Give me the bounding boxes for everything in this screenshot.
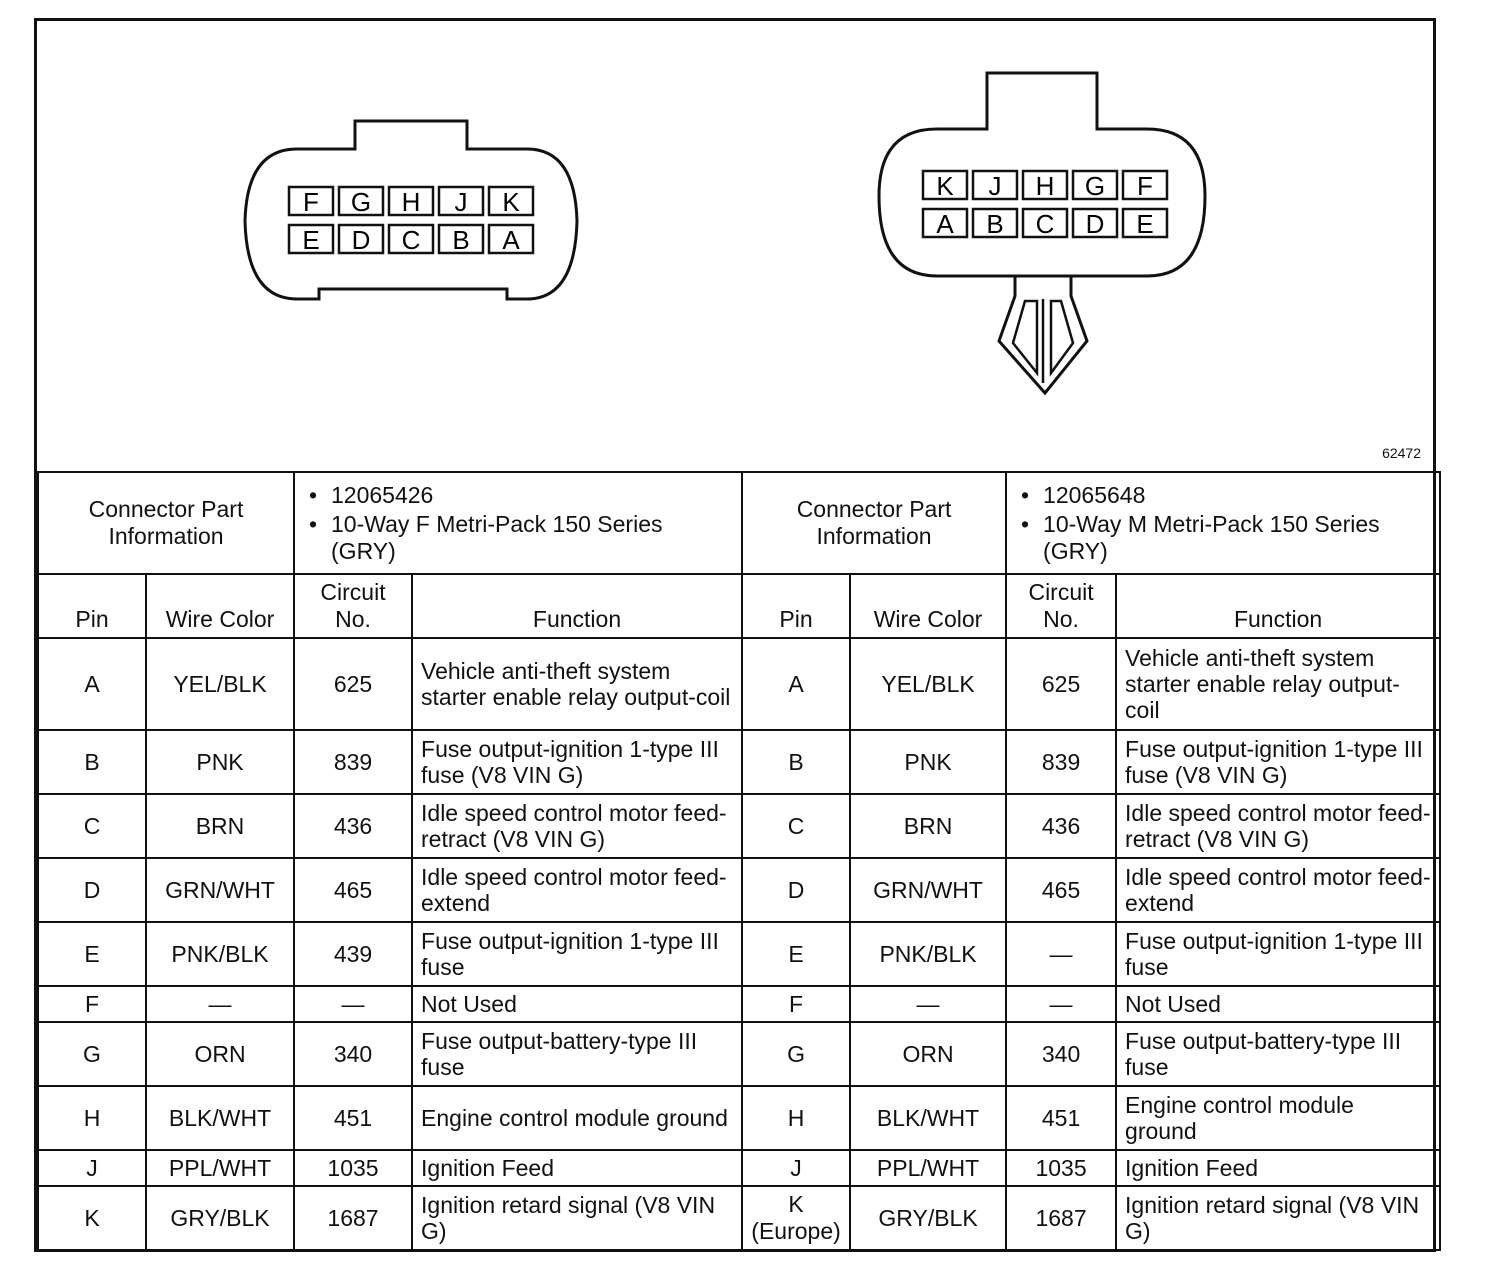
pin-cell: H [742, 1086, 850, 1150]
pin-cell: A [38, 638, 146, 730]
right-connector-pins [923, 171, 1167, 239]
circuit-cell: 436 [294, 794, 412, 858]
connector-diagram-frame [34, 18, 1436, 1252]
wire-color-cell: PNK [146, 730, 294, 794]
right-pin-label: D [1085, 209, 1105, 239]
pin-cell: E [38, 922, 146, 986]
circuit-cell: 451 [1006, 1086, 1116, 1150]
function-cell: Engine control module ground [1116, 1086, 1440, 1150]
pin-cell: G [38, 1022, 146, 1086]
circuit-cell: 1687 [1006, 1186, 1116, 1250]
connector-drawing [37, 21, 1433, 471]
right-info-label: Connector Part Information [742, 472, 1006, 574]
function-cell: Fuse output-battery-type III fuse [1116, 1022, 1440, 1086]
col-circuit: Circuit No. [294, 574, 412, 638]
left-connector-pins [289, 187, 533, 255]
wire-color-cell: PNK/BLK [850, 922, 1006, 986]
wire-color-cell: — [850, 986, 1006, 1022]
wire-color-cell: PPL/WHT [850, 1150, 1006, 1186]
pin-cell: B [38, 730, 146, 794]
circuit-cell: 465 [294, 858, 412, 922]
function-cell: Idle speed control motor feed-retract (V8 VIN G) [1116, 794, 1440, 858]
col-function: Function [1116, 574, 1440, 638]
circuit-cell: 439 [294, 922, 412, 986]
circuit-cell: 839 [1006, 730, 1116, 794]
wire-color-cell: — [146, 986, 294, 1022]
pin-cell: E [742, 922, 850, 986]
function-cell: Ignition retard signal (V8 VIN G) [412, 1186, 742, 1250]
right-connector-description: • 10-Way M Metri-Pack 150 Series (GRY) [1015, 511, 1431, 565]
left-pin-label: A [502, 225, 520, 255]
pin-cell: D [742, 858, 850, 922]
left-pin-label: J [454, 187, 468, 217]
right-pin-label: F [1137, 171, 1153, 201]
circuit-cell: 1687 [294, 1186, 412, 1250]
col-circuit: Circuit No. [1006, 574, 1116, 638]
circuit-cell: 340 [1006, 1022, 1116, 1086]
left-pin-label: C [401, 225, 421, 255]
figure-id: 62472 [1382, 445, 1421, 461]
right-pin-label: B [986, 209, 1004, 239]
left-pin-label: B [452, 225, 470, 255]
pin-cell: C [38, 794, 146, 858]
pin-cell: F [742, 986, 850, 1022]
right-pin-label: C [1035, 209, 1055, 239]
left-info-label: Connector Part Information [38, 472, 294, 574]
function-cell: Fuse output-ignition 1-type III fuse [412, 922, 742, 986]
function-cell: Fuse output-ignition 1-type III fuse (V8 VIN G) [1116, 730, 1440, 794]
col-pin: Pin [38, 574, 146, 638]
table-row [38, 730, 1440, 794]
col-wire-color: Wire Color [146, 574, 294, 638]
pin-cell: A [742, 638, 850, 730]
pin-cell: J [38, 1150, 146, 1186]
function-cell: Ignition retard signal (V8 VIN G) [1116, 1186, 1440, 1250]
circuit-cell: 436 [1006, 794, 1116, 858]
pin-cell: F [38, 986, 146, 1022]
right-pin-label: J [988, 171, 1002, 201]
table-row [38, 1150, 1440, 1186]
function-cell: Not Used [1116, 986, 1440, 1022]
pin-cell: H [38, 1086, 146, 1150]
wire-color-cell: ORN [850, 1022, 1006, 1086]
wire-color-cell: PNK [850, 730, 1006, 794]
pin-cell: K (Europe) [742, 1186, 850, 1250]
table-row [38, 922, 1440, 986]
col-wire-color: Wire Color [850, 574, 1006, 638]
left-pin-label: E [302, 225, 320, 255]
function-cell: Idle speed control motor feed-extend [412, 858, 742, 922]
connector-info-row [38, 472, 1440, 574]
function-cell: Engine control module ground [412, 1086, 742, 1150]
circuit-cell: 839 [294, 730, 412, 794]
circuit-cell: — [1006, 986, 1116, 1022]
pin-cell: D [38, 858, 146, 922]
table-row [38, 1186, 1440, 1250]
table-row [38, 794, 1440, 858]
pin-cell: C [742, 794, 850, 858]
left-pin-label: G [350, 187, 372, 217]
function-cell: Idle speed control motor feed-retract (V8 VIN G) [412, 794, 742, 858]
left-pin-label: D [351, 225, 371, 255]
left-pin-label: F [303, 187, 319, 217]
left-info-details [294, 472, 742, 574]
table-row [38, 1022, 1440, 1086]
pin-cell: G [742, 1022, 850, 1086]
wire-color-cell: GRN/WHT [146, 858, 294, 922]
wire-color-cell: PPL/WHT [146, 1150, 294, 1186]
wire-color-cell: BRN [146, 794, 294, 858]
function-cell: Fuse output-battery-type III fuse [412, 1022, 742, 1086]
right-pin-label: G [1084, 171, 1106, 201]
wire-color-cell: BRN [850, 794, 1006, 858]
wire-color-cell: YEL/BLK [850, 638, 1006, 730]
circuit-cell: 1035 [294, 1150, 412, 1186]
function-cell: Not Used [412, 986, 742, 1022]
function-cell: Vehicle anti-theft system starter enable relay output-coil [412, 638, 742, 730]
table-row [38, 1086, 1440, 1150]
function-cell: Vehicle anti-theft system starter enable relay output-coil [1116, 638, 1440, 730]
table-row [38, 858, 1440, 922]
wire-color-cell: PNK/BLK [146, 922, 294, 986]
col-pin: Pin [742, 574, 850, 638]
right-pin-label: A [936, 209, 954, 239]
left-part-number: • 12065426 [303, 482, 733, 509]
right-pin-label: E [1136, 209, 1154, 239]
right-pin-label: H [1035, 171, 1055, 201]
wire-color-cell: BLK/WHT [850, 1086, 1006, 1150]
circuit-cell: 465 [1006, 858, 1116, 922]
function-cell: Idle speed control motor feed-extend [1116, 858, 1440, 922]
pin-table [37, 471, 1441, 1251]
connector-illustration [37, 21, 1433, 471]
left-pin-label: K [502, 187, 520, 217]
table-row [38, 986, 1440, 1022]
right-info-details [1006, 472, 1440, 574]
left-connector-description: • 10-Way F Metri-Pack 150 Series (GRY) [303, 511, 733, 565]
function-cell: Ignition Feed [1116, 1150, 1440, 1186]
left-pin-label: H [401, 187, 421, 217]
wire-color-cell: GRY/BLK [146, 1186, 294, 1250]
pin-cell: J [742, 1150, 850, 1186]
wire-color-cell: YEL/BLK [146, 638, 294, 730]
wire-color-cell: GRN/WHT [850, 858, 1006, 922]
right-part-number: • 12065648 [1015, 482, 1431, 509]
circuit-cell: 1035 [1006, 1150, 1116, 1186]
circuit-cell: 340 [294, 1022, 412, 1086]
col-function: Function [412, 574, 742, 638]
wire-color-cell: GRY/BLK [850, 1186, 1006, 1250]
circuit-cell: 625 [1006, 638, 1116, 730]
wire-color-cell: ORN [146, 1022, 294, 1086]
circuit-cell: — [1006, 922, 1116, 986]
function-cell: Ignition Feed [412, 1150, 742, 1186]
pin-cell: K [38, 1186, 146, 1250]
circuit-cell: 625 [294, 638, 412, 730]
function-cell: Fuse output-ignition 1-type III fuse [1116, 922, 1440, 986]
circuit-cell: — [294, 986, 412, 1022]
wire-color-cell: BLK/WHT [146, 1086, 294, 1150]
table-row [38, 638, 1440, 730]
column-header-row [38, 574, 1440, 638]
pin-cell: B [742, 730, 850, 794]
circuit-cell: 451 [294, 1086, 412, 1150]
right-pin-label: K [936, 171, 954, 201]
function-cell: Fuse output-ignition 1-type III fuse (V8 VIN G) [412, 730, 742, 794]
